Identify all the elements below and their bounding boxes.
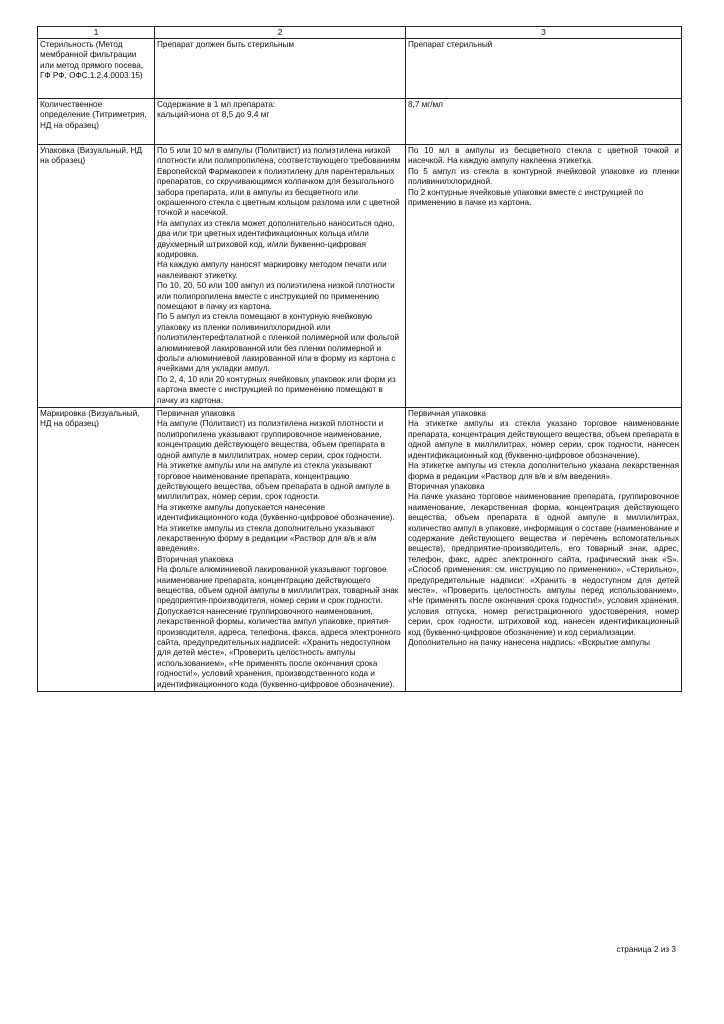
indicator-cell: Стерильность (Метод мембранной фильтрации или метод прямого посева, ГФ РФ, ОФС.1.2.4.0003.15)	[38, 38, 155, 98]
page-number: страница 2 из 3	[616, 945, 676, 954]
result-text: По 10 мл в ампулы из бесцветного стекла с цветной точкой и насечкой. На каждую ампулу наклеена этикетка.	[408, 145, 679, 166]
header-col-2: 2	[155, 27, 406, 39]
requirement-text: На ампулах из стекла может дополнительно наноситься одно, два или три цветных идентификационных кольца и/или двухмерный штриховой код, и/или буквенно-цифровая кодировка.	[157, 218, 395, 259]
indicator-cell: Упаковка (Визуальный, НД на образец)	[38, 144, 155, 407]
requirement-text: На фольге алюминиевой лакированной указывают торговое наименование препарата, концентрацию действующего вещества, объем одной ампулы в миллилитрах, товарный знак предприятия-производителя, номер серии и срок годности. Допускается нанесение группировочного наименования, лекарственной формы, количества ампул упаковке, приятия-производителя, адреса, телефона, факса, адреса электронного сайта, предупредительных надписей: «Хранить недоступном для детей месте», «Проверить целостность ампулы использованием», «Не применять после окончания срока годности!», условий хранения, производственного кода и идентификационного кода (буквенно-цифровое обозначение).	[157, 565, 401, 689]
requirement-text: кальций-иона от 8,5 до 9,4 мг	[157, 110, 270, 120]
requirement-text: На этикетке ампулы допускается нанесение идентификационного кода (буквенно-цифровое обозначение).	[157, 502, 395, 523]
result-cell	[406, 98, 682, 144]
result-subheading: Вторичная упаковка	[408, 481, 485, 491]
requirement-text: По 2, 4, 10 или 20 контурных ячейковых упаковок или форм из картона вместе с инструкцией по применению помещают в пачку из картона.	[157, 374, 396, 405]
header-col-1: 1	[38, 27, 155, 39]
requirement-text: По 5 или 10 мл в ампулы (Политвист) из полиэтилена низкой плотности или полипропилена, соответствующего требованиям Европейской Фармакопеи к полиэтилену для парентеральных препаратов, со скручивающимся колпачком для безыгольного забора препарата, или в ампулы из бесцветного или окрашенного стекла с цветным кольцом разлома или с цветной точкой и насечкой.	[157, 145, 401, 218]
result-text: На пачке указано торговое наименование препарата, группировочное наименование, лекарственная форма, концентрация действующего вещества, объем препарата в одной ампуле в миллилитрах, количество ампул в упаковке, информация о составе (наименование и содержание действующего вещества и перечень вспомогательных веществ), предприятие-производитель, его товарный знак, адрес, телефон, факс, адрес электронного сайта, графический знак «S». «Способ применения: см. инструкцию по применению», «Стерильно», предупредительные надписи: «Хранить в недоступном для детей месте», «Проверить целостность ампулы перед использованием», «Не применять после окончания срока годности!», условия хранения, условия отпуска, номер регистрационного удостоверения, номер серии, срок годности, штриховой код, нанесен идентификационный код (буквенно-цифровое обозначение) и код сериализации.	[408, 492, 679, 637]
result-text: Дополнительно на пачку нанесена надпись: «Вскрытие ампулы	[408, 638, 651, 647]
requirement-subheading: Вторичная упаковка	[157, 554, 234, 564]
requirement-text: На ампуле (Политвист) из полиэтилена низкой плотности и полипропилена указывают группировочное наименование, концентрацию действующего вещества, объем препарата в одной ампуле в миллилитрах, номер серии, срок годности.	[157, 419, 385, 460]
table-row	[38, 144, 682, 407]
indicator-cell: Маркировка (Визуальный, НД на образец)	[38, 408, 155, 692]
requirement-cell	[155, 408, 406, 692]
indicator-cell: Количественное определение (Титриметрия, НД на образец)	[38, 98, 155, 144]
requirement-text: На этикетке ампулы или на ампуле из стекла указывают торговое наименование препарата, концентрацию действующего вещества, объем препарата в одной ампуле в миллилитрах, номер серии, срок годности.	[157, 461, 390, 502]
result-text: Препарат стерильный	[408, 39, 493, 49]
requirement-cell	[155, 38, 406, 98]
requirement-cell	[155, 98, 406, 144]
result-cell	[406, 38, 682, 98]
result-text: На этикетке ампулы из стекла указано торговое наименование препарата, концентрация действующего вещества, объем препарата в одной ампуле в миллилитрах, номер серии, срок годности, нанесен идентификационный код (буквенно-цифровое обозначение).	[408, 419, 679, 460]
table-row	[38, 408, 682, 692]
result-text: По 2 контурные ячейковые упаковки вместе с инструкцией по применению в пачке из картона.	[408, 187, 644, 207]
requirement-text: На каждую ампулу наносят маркировку методом печати или наклеивают этикетку.	[157, 260, 387, 280]
requirement-cell	[155, 144, 406, 407]
requirement-text: По 5 ампул из стекла помещают в контурную ячейковую упаковку из пленки поливинилхлоридной или полиэтилентерефталатной с пленкой полимерной или фольгой алюминиевой лакированной или без пленки полимерной и фольги алюминиевой лакированной или в форму из картона с ячейками для укладки ампул.	[157, 312, 400, 374]
table-row	[38, 38, 682, 98]
table-header-row	[38, 27, 682, 39]
result-subheading: Первичная упаковка	[408, 409, 486, 419]
requirement-text: Содержание в 1 мл препарата:	[157, 99, 276, 109]
spec-table	[37, 26, 682, 692]
result-cell	[406, 144, 682, 407]
result-text: По 5 ампул из стекла в контурной ячейковой упаковке из пленки поливинилхлоридной.	[408, 166, 679, 187]
requirement-text: Препарат должен быть стерильным	[157, 39, 295, 49]
header-col-3: 3	[406, 27, 682, 39]
result-cell	[406, 408, 682, 692]
requirement-text: На этикетке ампулы из стекла дополнительно указывают лекарственную форму в редакции «Раствор для в/в и в/м введения».	[157, 523, 377, 554]
requirement-text: По 10, 20, 50 или 100 ампул из полиэтилена низкой плотности или полипропилена вместе с инструкцией по применению помещают в пачку из картона.	[157, 281, 395, 311]
result-text: 8,7 мг/мл	[408, 99, 443, 109]
result-text: На этикетке ампулы из стекла дополнительно указана лекарственная форма в редакции «Раствор для в/в и в/м введения».	[408, 461, 679, 481]
table-row	[38, 98, 682, 144]
requirement-subheading: Первичная упаковка	[157, 409, 235, 419]
